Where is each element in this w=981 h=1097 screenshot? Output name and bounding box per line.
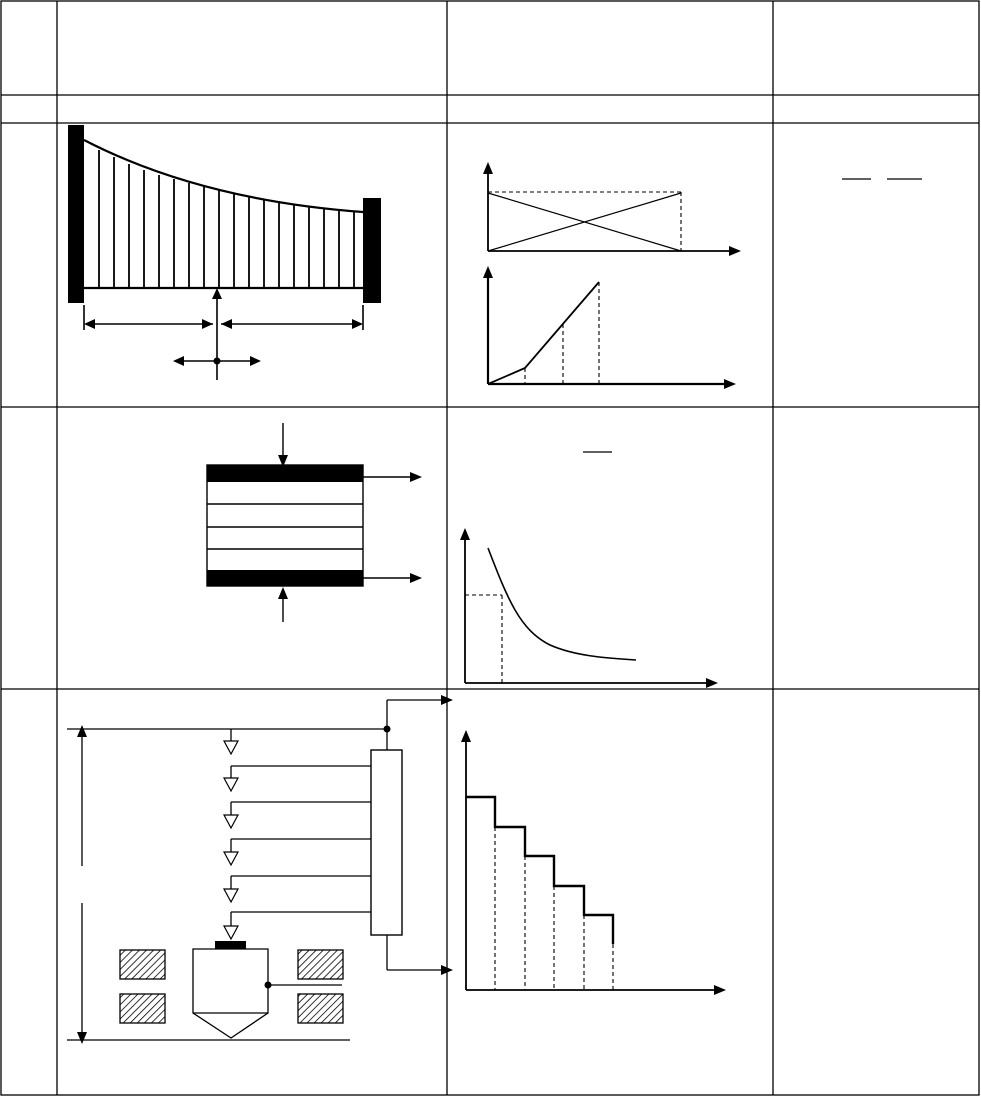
row1-schematic: [68, 125, 381, 380]
arrowhead: [460, 528, 718, 688]
arrowhead: [483, 162, 741, 256]
bottom-plate: [207, 570, 363, 586]
arrowhead: [461, 730, 726, 995]
row2-plot-decay: [460, 528, 718, 688]
row3-schematic: [67, 695, 453, 1044]
row3-plot-staircase: [461, 730, 726, 995]
vessel-cap: [215, 941, 246, 949]
top-plate: [207, 465, 363, 482]
vessel: [193, 949, 268, 1038]
row2-schematic: [207, 423, 422, 622]
junction-dot: [214, 358, 221, 365]
column: [371, 750, 402, 935]
left-support-bar: [68, 125, 84, 303]
dimension-arrows: [84, 290, 363, 380]
tension-profile: [84, 140, 363, 288]
arrowhead: [84, 288, 363, 366]
junction-dot: [265, 982, 272, 989]
junction-dot: [384, 726, 391, 733]
layered-block: [207, 465, 363, 586]
table-grid: [1, 1, 979, 1095]
right-support-bar: [363, 198, 381, 303]
row1-plot-piecewise: [483, 266, 736, 389]
row1-plot-crossed: [483, 162, 741, 256]
